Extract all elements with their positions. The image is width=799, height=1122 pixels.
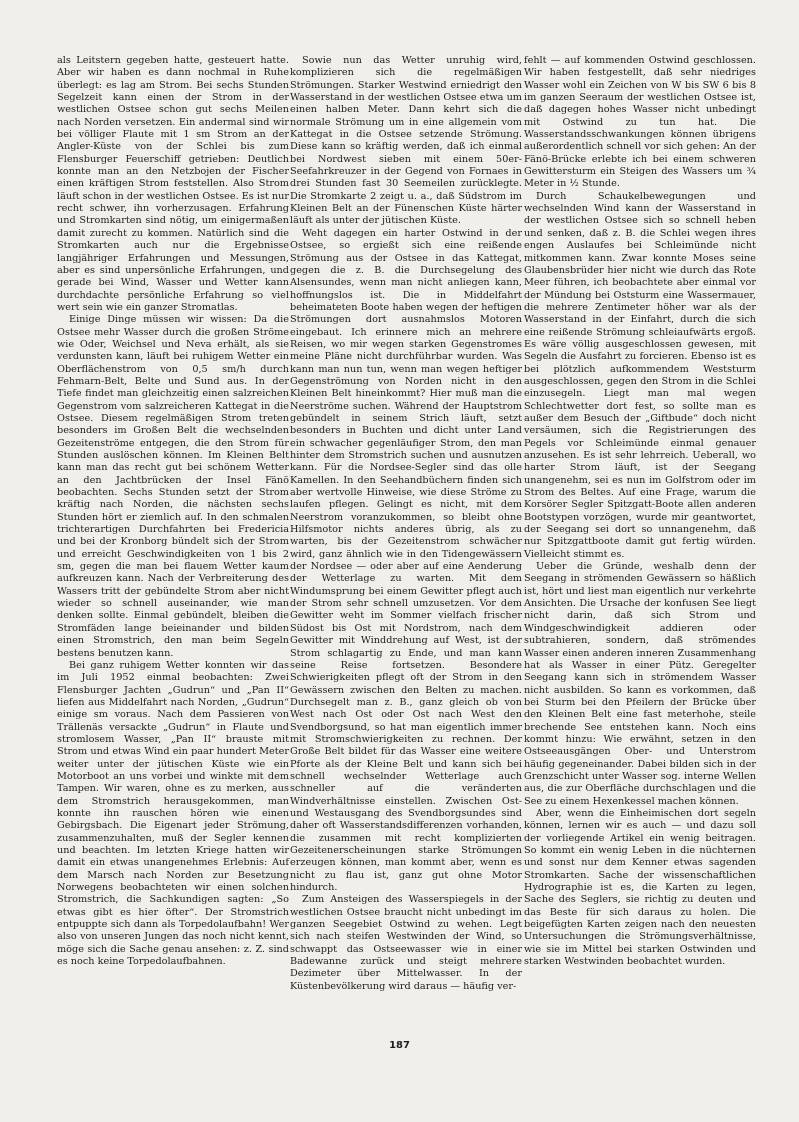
page-number: 187 bbox=[389, 1040, 410, 1051]
paragraph: Ueber die Gründe, weshalb denn der Seegang in strömenden Gewässern so häßlich ist, hört und liest man eigentlich nur verkehrte Ansichten. Die Ursache der konfusen See liegt nicht darin, daß sich Strom und Windgeschwindigkeit addieren oder subtrahieren, sondern, daß strömendes Wasser einen anderen inneren Zusammenhang hat als Wasser in einer Pütz. Geregelter Seegang kann sich in strömendem Wasser nicht ausbilden. So kann es vorkommen, daß bei Sturm bei den Pfeilern der Brücke über den Kleinen Belt eine fast meterhohe, steile brechende See entstehen kann. Noch eins kommt hinzu: Wie erwähnt, setzen in den Ostseeausgängen Ober- und Unterstrom häufig gegeneinander. Dabei bilden sich in der Grenzschicht unter Wasser sog. interne Wellen aus, die zur Oberfläche durchschlagen und die See zu einem Hexenkessel machen können. bbox=[524, 561, 756, 807]
paragraph: Aber, wenn die Einheimischen dort segeln können, lernen wir es auch — und dazu soll der vorliegende Artikel ein wenig beitragen. So kommt ein wenig Leben in die nüchternen und sonst nur dem Kenner etwas sagenden Stromkarten. Sache der wissenschaftlichen Hydrographie ist es, die Karten zu legen, Sache des Seglers, sie richtig zu deuten und das Beste für sich daraus zu holen. Die beigefügten Karten zeigen nach den neuesten Untersuchungen die Strömungsverhältnisse, wie sie im Mittel bei starken Ostwinden und starken Westwinden beobachtet wurden. bbox=[524, 807, 756, 968]
text-column-right bbox=[524, 55, 756, 968]
paragraph: Zum Ansteigen des Wasserspiegels in der westlichen Ostsee braucht nicht unbedingt im ganzen Seegebiet Ostwind zu wehen. Legt sich nach steifen Westwinden der Wind, so schwappt das Ostseewasser wie in einer Badewanne zurück und steigt mehrere Dezimeter über Mittelwasser. In der Küstenbevölkerung wird daraus — häufig ver- bbox=[290, 894, 522, 992]
text-column-left bbox=[57, 55, 289, 968]
paragraph: fehlt — auf kommenden Ostwind geschlossen. Wir haben festgestellt, daß sehr niedriges Wasser wohl ein Zeichen von W bis SW 6 bis 8 im ganzen Seeraum der westlichen Ostsee ist, daß dagegen hohes Wasser nicht unbedingt mit Ostwind zu tun hat. Die Wasserstandsschwankungen können übrigens außerordentlich schnell vor sich gehen: An der Fänö-Brücke erlebte ich bei einem schweren Gewittersturm ein Steigen des Wassers um ¾ Meter in ½ Stunde. bbox=[524, 55, 756, 190]
paragraph: Bei ganz ruhigem Wetter konnten wir das im Juli 1952 einmal beobachten: Zwei Flensburger Jachten „Gudrun“ und „Pan II“ liefen aus Middelfahrt nach Norden, „Gudrun“ einige sm voraus. Nach dem Passieren von Trällenäs versackte „Gudrun“ in Flaute und stromlosem Wasser, „Pan II“ brauste mit Strom und etwas Wind ein paar hundert Meter weiter unter der jütischen Küste wie ein Motorboot an uns vorbei und winkte mit dem Tampen. Wir waren, ohne es zu merken, aus dem Stromstrich herausgekommen, man konnte ihn rauschen hören wie einen Gebirgsbach. Die Eigenart jeder Strömung, zusammenzuhalten, muß der Segler kennen und beachten. Im letzten Kriege hatten wir damit ein etwas unangenehmes Erlebnis: Auf dem Marsch nach Norden zur Besetzung Norwegens beobachteten wir einen solchen Stromstrich, die Sachkundigen sagten: „So etwas gibt es hier öfter“. Der Stromstrich entpuppte sich dann als Torpedolaufbahn! Wer also von unseren Jungen das noch nicht kennt, möge sich die Sache genau ansehen: z. Z. sind es noch keine Torpedolaufbahnen. bbox=[57, 659, 289, 968]
paragraph: Einige Dinge müssen wir wissen: Da die Ostsee mehr Wasser durch die großen Ströme wie Oder, Weichsel und Neva erhält, als sie verdunsten kann, läuft bei ruhigem Wetter ein Oberflächenstrom von 0,5 sm/h durch Fehmarn-Belt, Belte und Sund aus. In der Tiefe findet man gleichzeitig einen salzreichen Gegenstrom vom salzreicheren Kattegat in die Ostsee. Diesem regelmäßigen Strom treten besonders im Großen Belt die wechselnden Gezeitenströme entgegen, die den Strom für Stunden auslöschen können. Im Kleinen Belt kann man das recht gut bei schönem Wetter an den Jachtbrücken der Insel Fänö beobachten. Sechs Stunden setzt der Strom kräftig nach Norden, die nächsten sechs Stunden hört er ziemlich auf. In den schmalen trichterartigen Durchfahrten bei Fredericia und bei der Kronborg bündelt sich der Strom und erreicht Geschwindigkeiten von 1 bis 2 sm, gegen die man bei flauem Wetter kaum aufkreuzen kann. Nach der Verbreiterung des Wassers tritt der gebündelte Strom aber nicht wieder so schnell auseinander, wie man denken sollte. Einmal gebündelt, bleiben die Stromfäden lange beieinander und bilden einen Stromstrich, den man beim Segeln bestens benutzen kann. bbox=[57, 314, 289, 659]
paragraph: Weht dagegen ein harter Ostwind in der Ostsee, so ergießt sich eine reißende Strömung aus der Ostsee in das Kattegat, gegen die z. B. die Durchsegelung des Alsensundes, wenn man nicht anliegen kann, hoffnungslos ist. Die in Middelfahrt beheimateten Boote haben wegen der heftigen Strömungen dort ausnahmslos Motoren eingebaut. Ich erinnere mich an mehrere Reisen, wo mir wegen starken Gegenstromes meine Pläne nicht durchführbar wurden. Was kann man nun tun, wenn man wegen heftiger Gegenströmung von Norden nicht in den Kleinen Belt hineinkommt? Hier muß man die Neerströme suchen. Während der Hauptstrom gebündelt in seinem Strich läuft, setzt besonders in Buchten und dicht unter Land ein schwacher gegenläufiger Strom, den man hinter dem Stromstrich suchen und ausnutzen kann. Für die Nordsee-Segler sind das olle Kamellen. In den Seehandbüchern finden sich aber wertvolle Hinweise, wie diese Ströme zu laufen pflegen. Gelingt es nicht, mit dem Neerstrom voranzukommen, so bleibt ohne Hilfsmotor nichts anderes übrig, als zu warten, bis der Gezeitenstrom schwächer wird, ganz ähnlich wie in den Tidengewässern der Nordsee — oder aber auf eine Aenderung der Wetterlage zu warten. Mit dem Windumsprung bei einem Gewitter pflegt auch der Strom sehr schnell umzusetzen. Vor dem Gewitter weht im Sommer vielfach frischer Südost bis Ost mit Nordstrom, nach dem Gewitter mit Winddrehung auf West, ist der Strom schlagartig zu Ende, und man kann seine Reise fortsetzen. Besondere Schwierigkeiten pflegt oft der Strom in den Gewässern zwischen den Belten zu machen. Durchsegelt man z. B., ganz gleich ob von West nach Ost oder Ost nach West den Svendborgsund, so hat man eigentlich immer mit Stromschwierigkeiten zu rechnen. Der Große Belt bildet für das Wasser eine weitere Pforte als der Kleine Belt und kann sich bei schnell wechselnder Wetterlage auch schneller auf die veränderten Windverhältnisse einstellen. Zwischen Ost- und Westausgang des Svendborgsundes sind daher oft Wasserstandsdifferenzen vorhanden, die zusammen mit recht komplizierten Gezeitenerscheinungen starke Strömungen erzeugen können, man kommt aber, wenn es nicht zu flau ist, ganz gut ohne Motor hindurch. bbox=[290, 227, 522, 894]
paragraph: als Leitstern gegeben hatte, gesteuert hatte. Aber wir haben es dann nochmal in Ruhe überlegt: es lag am Strom. Bei sechs Stunden Segelzeit kann einen der Strom in der westlichen Ostsee schon gut sechs Meilen nach Norden versetzen. Ein andermal sind wir bei völliger Flaute mit 1 sm Strom an der Angler-Küste von der Schlei bis zum Flensburger Feuerschiff getrieben: Deutlich konnte man an den Netzbojen der Fischer einen kräftigen Strom feststellen. Also Strom läuft schon in der westlichen Ostsee. Es ist nur recht schwer, ihn vorherzusagen. Erfahrung und Stromkarten sind nötig, um einigermaßen damit zurecht zu kommen. Natürlich sind die Stromkarten auch nur die Ergebnisse langjähriger Erfahrungen und Messungen, aber es sind unpersönliche Erfahrungen, und gerade bei Wind, Wasser und Wetter kann durchdachte persönliche Erfahrung so viel wert sein wie ein ganzer Stromatlas. bbox=[57, 55, 289, 313]
paragraph: Durch Schaukelbewegungen und wechselnden Wind kann der Wasserstand in der westlichen Ostsee sich so schnell heben und senken, daß z. B. die Schlei wegen ihres engen Auslaufes bei Schleimünde nicht mitkommen kann. Zwar konnte Moses seine Glaubensbrüder hier nicht wie durch das Rote Meer führen, ich beobachtete aber einmal vor der Mündung bei Oststurm eine Wassermauer, die mehrere Zentimeter höher war als der Wasserstand in der Einfahrt, durch die sich eine reißende Strömung schleiaufwärts ergoß. Es wäre völlig ausgeschlossen gewesen, mit Segeln die Ausfahrt zu forcieren. Ebenso ist es bei plötzlich aufkommendem Weststurm ausgeschlossen, gegen den Strom in die Schlei einzusegeln. Liegt man mal wegen Schlechtwetter dort fest, so sollte man es außer dem Besuch der „Giftbude“ doch nicht versäumen, sich die Registrierungen des Pegels vor Schleimünde einmal genauer anzusehen. Es ist sehr lehrreich. Ueberall, wo harter Strom läuft, ist der Seegang unangenehm, sei es nun im Golfstrom oder im Strom des Beltes. Auf eine Frage, warum die Korsörer Segler Spitzgatt-Boote allen anderen Bootstypen vorzögen, wurde mir geantwortet, der Seegang sei dort so unnangenehm, daß nur Spitzgattboote damit gut fertig würden. Vielleicht stimmt es. bbox=[524, 190, 756, 560]
text-column-middle bbox=[290, 55, 522, 993]
paragraph: Sowie nun das Wetter unruhig wird, komplizieren sich die regelmäßigen Strömungen. Starker Westwind erniedrigt den Wasserstand in der westlichen Ostsee etwa um einen halben Meter. Dann kehrt sich die normale Strömung um in eine allgemein vom Kattegat in die Ostsee setzende Strömung. Diese kann so kräftig werden, daß ich einmal bei Nordwest sieben mit einem 50er-Seefahrkreuzer in der Gegend von Fornaes in drei Stunden fast 30 Seemeilen zurücklegte. Die Stromkarte 2 zeigt u. a., daß Südstrom im Kleinen Belt an der Fünenschen Küste härter läuft als unter der jütischen Küste. bbox=[290, 55, 522, 227]
